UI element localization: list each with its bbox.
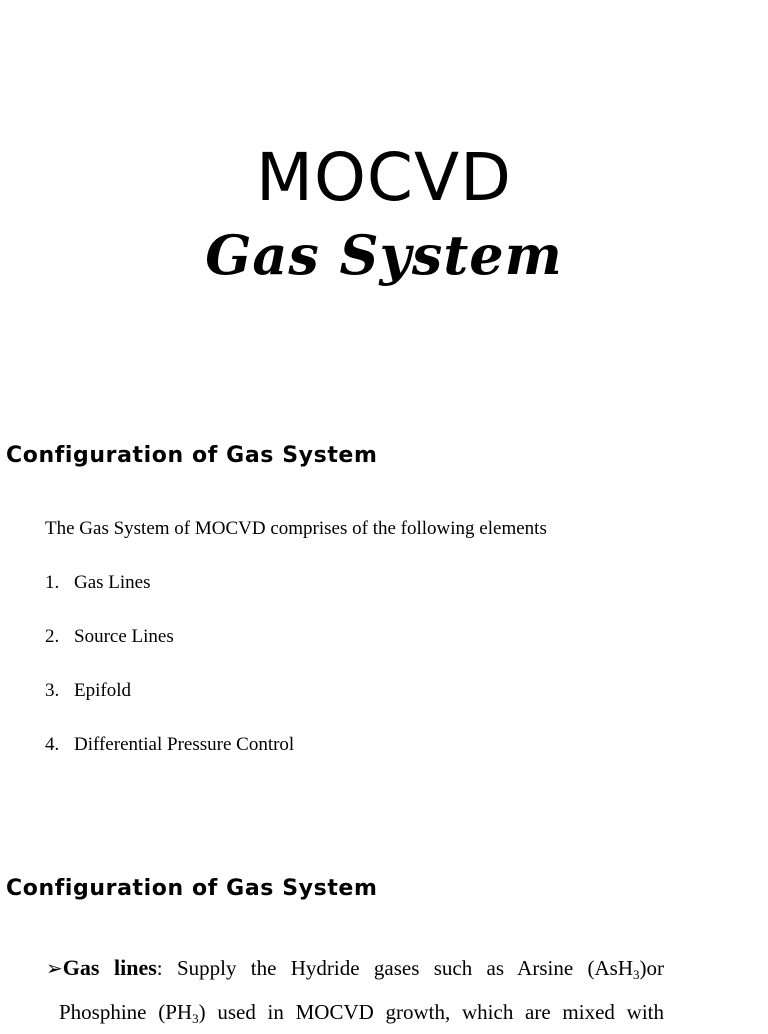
list-item-label: Epifold xyxy=(74,680,131,701)
list-item-label: Differential Pressure Control xyxy=(74,734,295,755)
list-item-number: 2. xyxy=(45,626,60,647)
gas-lines-line-1 xyxy=(46,946,664,991)
elements-list xyxy=(45,571,294,787)
gas-lines-line-2 xyxy=(46,991,664,1034)
gas-lines-text-1: : Supply the Hydride gases such as Arsine (AsH xyxy=(156,956,633,980)
list-item-number: 4. xyxy=(45,734,60,755)
list-item-number: 3. xyxy=(45,680,60,701)
gas-lines-text-2-end: ) used in MOCVD growth, which are mixed with xyxy=(198,1000,664,1024)
list-item xyxy=(45,679,294,733)
list-item-label: Gas Lines xyxy=(74,572,151,593)
page-subtitle: Gas System xyxy=(205,223,563,287)
gas-lines-text-1-end: )or xyxy=(639,956,664,980)
gas-lines-paragraph xyxy=(46,946,664,1034)
list-item xyxy=(45,625,294,679)
subscript: 3 xyxy=(632,967,640,982)
list-item xyxy=(45,733,294,787)
list-item-number: 1. xyxy=(45,572,60,593)
subscript: 3 xyxy=(192,1011,199,1026)
gas-lines-term: Gas lines xyxy=(62,955,157,980)
intro-paragraph: The Gas System of MOCVD comprises of the following elements xyxy=(45,518,547,539)
section-heading-configuration: Configuration of Gas System xyxy=(6,443,378,468)
page-title: MOCVD xyxy=(256,139,512,216)
list-item xyxy=(45,571,294,625)
gas-lines-text-2: Phosphine (PH xyxy=(59,1000,193,1024)
bullet-arrow-icon: ➢ xyxy=(46,958,63,980)
section-heading-configuration-2: Configuration of Gas System xyxy=(6,876,378,901)
list-item-label: Source Lines xyxy=(74,626,174,647)
